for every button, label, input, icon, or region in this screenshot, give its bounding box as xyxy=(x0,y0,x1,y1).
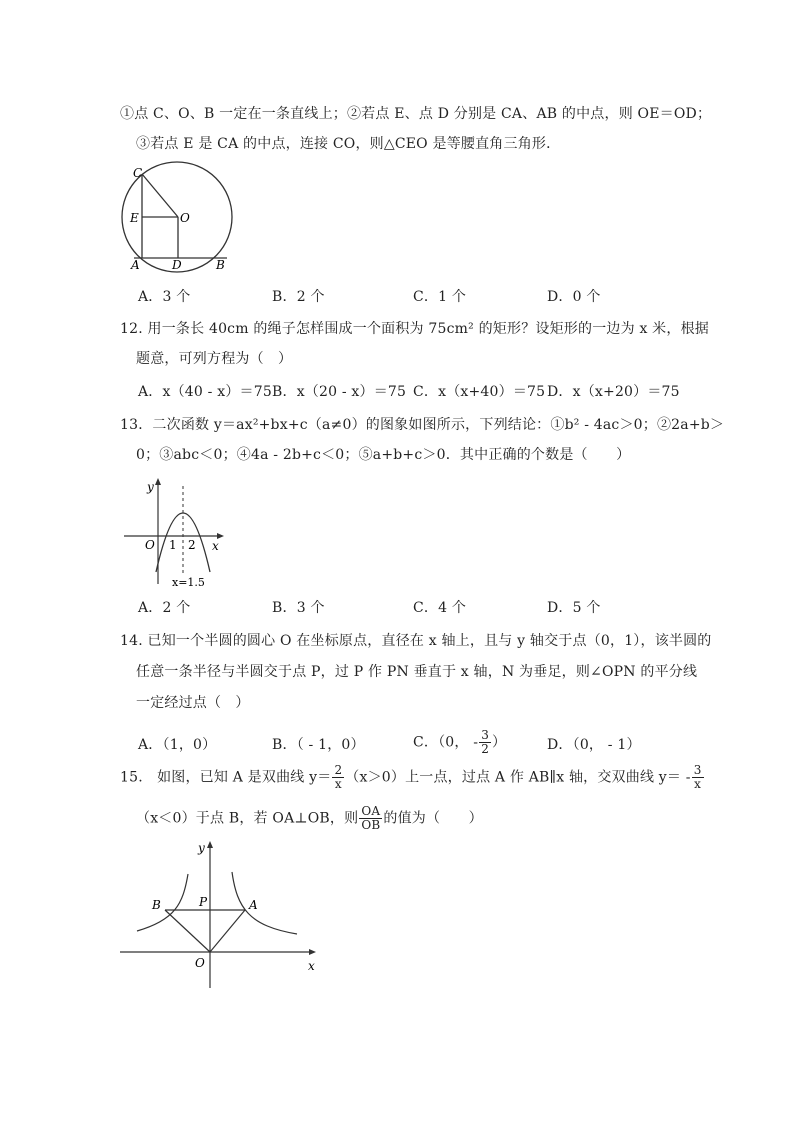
q15-statement-line1 xyxy=(120,764,705,791)
q11-label-b: B xyxy=(216,258,225,272)
q11-option-b: B．2 个 xyxy=(272,289,325,305)
q15-right-hyperbola-branch xyxy=(232,872,297,934)
q14-option-c-suffix: ） xyxy=(492,734,507,751)
q14-option-c-prefix: C．（0， - xyxy=(413,734,479,751)
q11-circle-figure xyxy=(120,160,245,275)
q11-label-d: D xyxy=(172,258,182,272)
q14-option-c-fraction xyxy=(479,729,491,756)
q13-label-o: O xyxy=(145,538,155,552)
q15-frac1-numerator: 2 xyxy=(334,763,343,777)
q11-label-a: A xyxy=(131,258,140,272)
q12-statement-line1: 12. 用一条长 40cm 的绳子怎样围成一个面积为 75cm² 的矩形？设矩形的一边为 x 米，根据 xyxy=(120,321,709,337)
q12-option-d: D．x（x+20）＝75 xyxy=(547,384,680,400)
q15-fraction-oa-over-ob xyxy=(359,805,382,832)
q13-label-x: x xyxy=(212,539,219,553)
q13-option-a: A．2 个 xyxy=(138,600,191,616)
q15-frac3-numerator: OA xyxy=(359,805,382,819)
q13-label-1: 1 xyxy=(169,538,177,552)
q13-option-b: B．3 个 xyxy=(272,600,325,616)
q15-label-o: O xyxy=(195,956,205,970)
q14-option-c xyxy=(413,729,506,756)
q11-label-o: O xyxy=(180,211,190,225)
q11-option-c: C．1 个 xyxy=(413,289,467,305)
q13-parabola-figure xyxy=(120,472,230,590)
q11-segment-co xyxy=(142,174,178,217)
q15-segment-oa xyxy=(210,910,245,952)
q12-option-b: B．x（20 - x）＝75 xyxy=(272,384,407,400)
q14-statement-line2: 任意一条半径与半圆交于点 P，过 P 作 PN 垂直于 x 轴，N 为垂足，则∠OPN 的平分线 xyxy=(136,664,698,680)
q14-option-a: A．（1，0） xyxy=(138,737,217,753)
q15-segment-ob xyxy=(165,910,210,952)
q11-statement-line2: ③若点 E 是 CA 的中点，连接 CO，则△CEO 是等腰直角三角形． xyxy=(136,136,561,152)
q15-label-p: P xyxy=(199,895,208,909)
q15-label-y: y xyxy=(198,841,205,855)
q14-option-c-numerator: 3 xyxy=(481,728,490,742)
q15-line1-text-a: 15. 如图，已知 A 是双曲线 y＝ xyxy=(120,769,332,786)
q14-option-d: D．（0， - 1） xyxy=(547,737,641,753)
q15-frac3-denominator: OB xyxy=(361,818,381,832)
q15-frac2-numerator: 3 xyxy=(693,763,702,777)
q15-label-x: x xyxy=(308,959,315,973)
q15-left-hyperbola-branch xyxy=(137,874,188,931)
q12-option-c: C．x（x+40）＝75 xyxy=(413,384,546,400)
q11-statement-line1: ①点 C、O、B 一定在一条直线上；②若点 E、点 D 分别是 CA、AB 的中点，则 OE＝OD； xyxy=(120,106,712,122)
q13-statement-line2: 0；③abc＜0；④4a - 2b+c＜0；⑤a+b+c＞0．其中正确的个数是（ ） xyxy=(136,447,631,463)
q14-statement-line1: 14. 已知一个半圆的圆心 O 在坐标原点，直径在 x 轴上，且与 y 轴交于点（0，1），该半圆的 xyxy=(120,633,712,649)
q12-statement-line2: 题意，可列方程为（ ） xyxy=(136,351,293,367)
q13-label-axis: x=1.5 xyxy=(172,576,205,589)
q11-label-e: E xyxy=(130,211,139,225)
q11-label-c: C xyxy=(133,166,143,180)
q13-y-arrow xyxy=(155,478,161,485)
q15-fraction-3-over-x xyxy=(692,764,704,791)
q14-statement-line3: 一定经过点（ ） xyxy=(136,695,250,711)
q14-option-c-denominator: 2 xyxy=(481,742,490,756)
q15-statement-line2 xyxy=(136,805,483,832)
q15-hyperbola-figure xyxy=(115,836,325,991)
q15-fraction-2-over-x xyxy=(332,764,344,791)
q15-frac1-denominator: x xyxy=(334,777,342,791)
q15-line1-text-b: （x＞0）上一点，过点 A 作 AB∥x 轴，交双曲线 y＝ - xyxy=(345,769,691,786)
q15-x-arrow xyxy=(309,949,316,955)
q13-statement-line1: 13．二次函数 y＝ax²+bx+c（a≠0）的图象如图所示，下列结论：①b² - 4ac＞0；②2a+b＞ xyxy=(120,417,725,433)
q12-option-a: A．x（40 - x）＝75 xyxy=(138,384,272,400)
q15-y-arrow xyxy=(207,841,213,848)
q13-option-d: D．5 个 xyxy=(547,600,601,616)
q15-label-b: B xyxy=(152,898,161,912)
q15-frac2-denominator: x xyxy=(694,777,702,791)
q15-label-a: A xyxy=(249,898,258,912)
q13-label-2: 2 xyxy=(188,538,196,552)
q15-line2-text-b: 的值为（ ） xyxy=(383,810,483,827)
q15-line2-text-a: （x＜0）于点 B，若 OA⊥OB，则 xyxy=(136,810,359,827)
q13-label-y: y xyxy=(147,480,154,494)
q14-option-b: B．（ - 1，0） xyxy=(272,737,365,753)
q13-option-c: C．4 个 xyxy=(413,600,467,616)
q11-option-d: D．0 个 xyxy=(547,289,601,305)
q11-option-a: A．3 个 xyxy=(138,289,191,305)
